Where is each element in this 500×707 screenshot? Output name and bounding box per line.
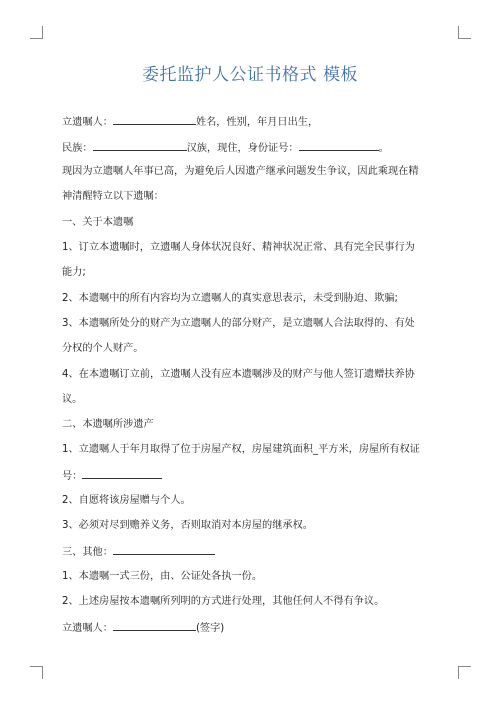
- ethnicity-blank[interactable]: [93, 140, 187, 151]
- certificate-label: 号：: [62, 471, 83, 482]
- section-heading-2: 二、本遗嘱所涉遗产: [62, 419, 154, 430]
- paragraph-line: 能力;: [62, 267, 86, 278]
- signature-line: [62, 620, 442, 636]
- paragraph-line: 2、自愿将该房屋赠与个人。: [62, 495, 191, 506]
- other-label: 三、其他：: [62, 547, 113, 558]
- section-heading-3: [62, 544, 442, 560]
- corner-mark-top-right: [458, 26, 471, 39]
- testator-label: 立遗嘱人：: [62, 117, 113, 128]
- certificate-line: [62, 468, 442, 484]
- ethnicity-line: [62, 140, 442, 156]
- paragraph-line: 4、在本遗嘱订立前，立遗嘱人没有应本遗嘱涉及的财产与他人签订遗赠扶养协: [62, 369, 415, 380]
- paragraph-line: 现因为立遗嘱人年事已高，为避免后人因遗产继承问题发生争议，因此乘现在精: [62, 166, 419, 177]
- paragraph-line: 分权的个人财产。: [62, 343, 144, 354]
- paragraph-line: 议。: [62, 394, 83, 405]
- testator-line: [62, 114, 442, 130]
- corner-mark-bottom-left: [30, 666, 43, 679]
- paragraph-line: 3、本遗嘱所处分的财产为立遗嘱人的部分财产，是立遗嘱人合法取得的、有处: [62, 318, 415, 329]
- paragraph-line: 1、立遗嘱人于年月取得了位于房屋产权，房屋建筑面积_平方米，房屋所有权证: [62, 444, 420, 455]
- paragraph-line: 3、必须对尽到赡养义务，否则取消对本房屋的继承权。: [62, 520, 313, 531]
- paragraph-line: 神清醒特立以下遗嘱：: [62, 191, 164, 202]
- other-blank[interactable]: [113, 544, 215, 555]
- signature-label: 立遗嘱人：: [62, 623, 113, 634]
- corner-mark-bottom-right: [458, 666, 471, 679]
- section-heading-1: 一、关于本遗嘱: [62, 217, 134, 228]
- paragraph-line: 1、本遗嘱一式三份，由、公证处各执一份。: [62, 571, 263, 582]
- ethnicity-line-end: 。: [378, 143, 389, 154]
- residence-id-text: 汉族，现住，身份证号：: [186, 143, 299, 154]
- signature-blank[interactable]: [113, 620, 196, 631]
- id-number-blank[interactable]: [299, 140, 379, 151]
- signature-note: (签字): [195, 623, 225, 634]
- testator-details: 姓名，性别，年月日出生，: [195, 117, 319, 128]
- document-title: 委托监护人公证书格式 模板: [142, 65, 358, 85]
- ethnicity-label: 民族：: [62, 143, 93, 154]
- testator-blank[interactable]: [113, 114, 196, 125]
- certificate-number-blank[interactable]: [82, 468, 162, 479]
- corner-mark-top-left: [30, 26, 43, 39]
- paragraph-line: 2、上述房屋按本遗嘱所列明的方式进行处理，其他任何人不得有争议。: [62, 596, 385, 607]
- paragraph-line: 1、订立本遗嘱时，立遗嘱人身体状况良好、精神状况正常、具有完全民事行为: [62, 242, 415, 253]
- paragraph-line: 2、本遗嘱中的所有内容均为立遗嘱人的真实意思表示，未受到胁迫、欺骗;: [62, 293, 398, 304]
